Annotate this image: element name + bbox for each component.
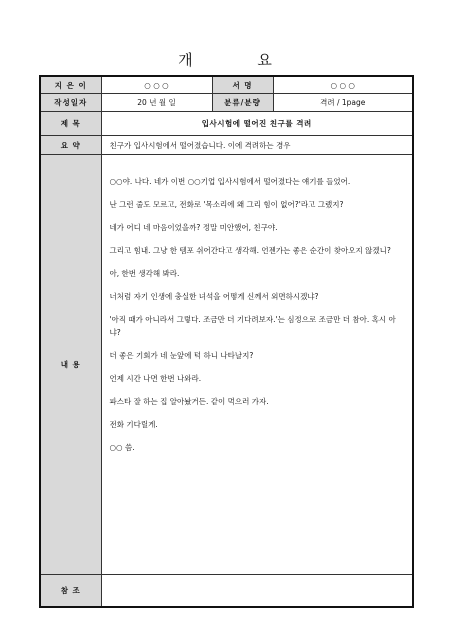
- date-value: 20 년 월 일: [101, 94, 212, 112]
- content-paragraph: 전화 기다릴게.: [109, 420, 158, 429]
- form-row-date: [40, 94, 413, 112]
- summary-form-table: [39, 75, 414, 608]
- content-paragraph: 네가 어디 네 마음이었을까? 정말 미안했어, 친구야.: [109, 223, 278, 232]
- content-label: 내 용: [40, 155, 101, 575]
- content-paragraph: 더 좋은 기회가 네 눈앞에 턱 하니 나타날지?: [109, 351, 254, 360]
- author-label: 지 은 이: [40, 76, 101, 94]
- reference-label: 참 조: [40, 575, 101, 608]
- form-row-reference: [40, 575, 413, 608]
- content-paragraph: ○○야. 나다. 네가 이번 ○○기업 입사시험에서 떨어졌다는 얘기를 들었어.: [109, 177, 351, 186]
- summary-value: 친구가 입사시험에서 떨어졌습니다. 이에 격려하는 경우: [101, 136, 413, 155]
- subject-value: 입사시험에 떨어진 친구를 격려: [101, 112, 413, 136]
- summary-label: 요 약: [40, 136, 101, 155]
- date-label: 작성일자: [40, 94, 101, 112]
- content-paragraph: 너처럼 자기 인생에 충실한 녀석을 어떻게 신께서 외면하시겠냐?: [109, 292, 319, 301]
- form-row-author: [40, 76, 413, 94]
- form-row-subject: [40, 112, 413, 136]
- content-body: [101, 155, 413, 575]
- title-field-value: ○ ○ ○: [273, 76, 413, 94]
- form-row-summary: [40, 136, 413, 155]
- content-paragraph: 파스타 잘 하는 집 알아놨거든. 같이 먹으러 가자.: [109, 397, 269, 406]
- category-label: 분류/분량: [212, 94, 273, 112]
- content-paragraph: 난 그런 줄도 모르고, 전화로 '목소리에 왜 그리 힘이 없어?'라고 그랬지?: [109, 200, 344, 209]
- content-paragraph: 아, 한번 생각해 봐라.: [109, 269, 180, 278]
- reference-value: [101, 575, 413, 608]
- document-title: 개 요: [178, 51, 302, 69]
- title-field-label: 서 명: [212, 76, 273, 94]
- subject-label: 제 목: [40, 112, 101, 136]
- content-paragraph: ○○ 씀.: [109, 443, 135, 452]
- author-value: ○ ○ ○: [101, 76, 212, 94]
- category-value: 격려 / 1page: [273, 94, 413, 112]
- form-row-content: [40, 155, 413, 575]
- content-paragraph: 언제 시간 나면 한번 나와라.: [109, 374, 202, 383]
- content-paragraph: '아직 때가 아니라서 그렇다. 조금만 더 기다려보자.'는 심정으로 조금만 더 참아. 혹시 아냐?: [109, 315, 396, 337]
- content-paragraph: 그리고 힘내. 그냥 한 템포 쉬어간다고 생각해. 언젠가는 좋은 순간이 찾아오지 않겠니?: [109, 246, 391, 255]
